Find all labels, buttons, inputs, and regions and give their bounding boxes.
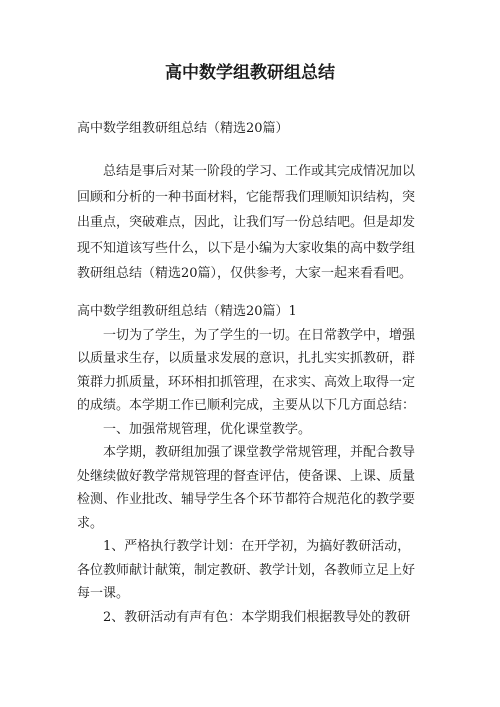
intro-line: 回顾和分析的一种书面材料，它能帮我们理顺知识结构，突	[77, 189, 416, 205]
section-1	[77, 300, 437, 629]
body-line: 本学期，教研组加强了课堂教学常规管理，并配合教导	[103, 445, 416, 460]
intro-line: 现不知道该写些什么，以下是小编为大家收集的高中数学组	[77, 240, 416, 256]
intro-line: 教研组总结（精选20篇），仅供参考，大家一起来看看吧。	[77, 266, 413, 281]
document-subtitle: 高中数学组教研组总结（精选20篇）	[77, 121, 289, 136]
body-line: 的成绩。本学期工作已顺利完成，主要从以下几方面总结：	[77, 398, 416, 413]
body-line: 各位教师献计献策，制定教研、教学计划，各教师立足上好	[77, 562, 416, 578]
body-line: 以质量求生存，以质量求发展的意识，扎扎实实抓教研，群	[77, 351, 416, 366]
body-line: 一、加强常规管理，优化课堂教学。	[103, 421, 312, 437]
body-line: 求。	[77, 515, 104, 531]
section-heading: 高中数学组教研组总结（精选20篇）1	[77, 304, 297, 319]
intro-line: 总结是事后对某一阶段的学习、工作或其完成情况加以	[103, 164, 416, 179]
body-line: 处继续做好教学常规管理的督查评估，使备课、上课、质量	[77, 468, 416, 484]
body-line: 1、严格执行教学计划：在开学初，为搞好教研活动，	[103, 539, 411, 554]
body-line: 每一课。	[77, 586, 130, 601]
body-line: 策群力抓质量，环环相扣抓管理，在求实、高效上取得一定	[77, 374, 416, 390]
intro-line: 出重点，突破难点，因此，让我们写一份总结吧。但是却发	[77, 215, 416, 230]
intro-paragraph	[77, 159, 437, 287]
body-line: 检测、作业批改、辅导学生各个环节都符合规范化的教学要	[77, 492, 416, 507]
body-line: 一切为了学生，为了学生的一切。在日常教学中，增强	[103, 327, 416, 343]
body-line: 2、教研活动有声有色：本学期我们根据教导处的教研	[103, 609, 411, 625]
document-title: 高中数学组教研组总结	[165, 63, 335, 83]
